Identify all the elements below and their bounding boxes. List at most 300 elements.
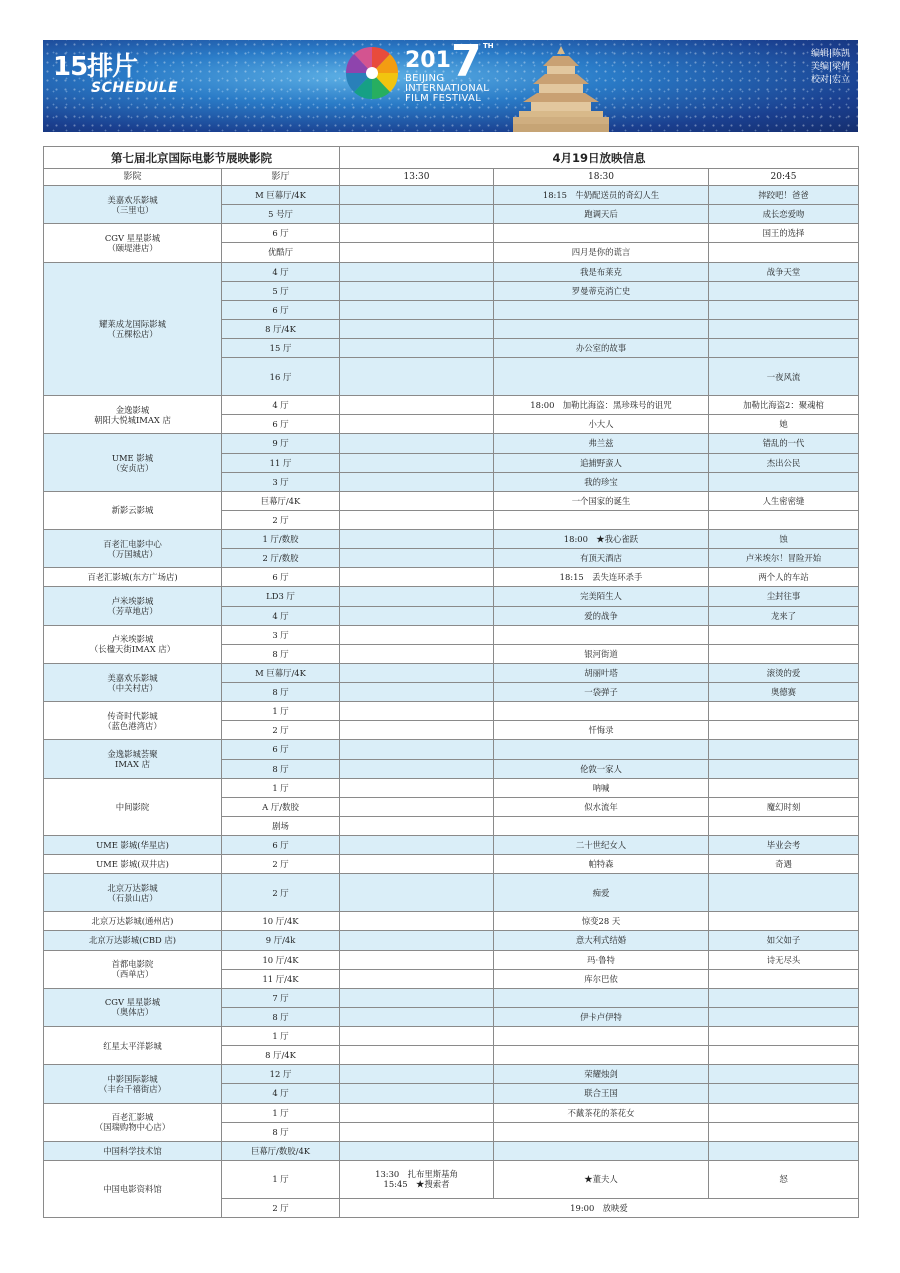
screening-cell-1830: ★董夫人 — [494, 1160, 709, 1198]
screening-cell-1330 — [340, 816, 494, 835]
hall-cell: 3 厅 — [222, 625, 340, 644]
screening-cell-2045 — [709, 912, 859, 931]
screening-cell-2045 — [709, 969, 859, 988]
screening-cell-1830: 18:15 丢失连环杀手 — [494, 568, 709, 587]
screening-cell-1330 — [340, 1046, 494, 1065]
screening-cell-2045 — [709, 300, 859, 319]
hall-cell: 6 厅 — [222, 740, 340, 759]
screening-cell-1830: 伦敦一家人 — [494, 759, 709, 778]
hall-cell: 8 厅 — [222, 644, 340, 663]
cinema-name-line: 新影云影城 — [111, 505, 154, 516]
cinema-name-line: （安贞店） — [111, 462, 154, 473]
cinema-name-line: 中国电影资料馆 — [103, 1183, 162, 1194]
table-row — [44, 568, 859, 587]
credit-editor: 编辑|陈凯 — [810, 49, 850, 59]
screening-cell-2045: 一夜风流 — [709, 358, 859, 396]
screening-cell-1830 — [494, 300, 709, 319]
hall-cell: 8 厅/4K — [222, 1046, 340, 1065]
screening-cell-1330 — [340, 1103, 494, 1122]
screening-cell-1830 — [494, 625, 709, 644]
screening-cell-1830: 联合王国 — [494, 1084, 709, 1103]
credit-proofreader: 校对|宏立 — [810, 75, 850, 85]
table-row — [44, 836, 859, 855]
screening-cell-2045 — [709, 510, 859, 529]
hall-cell: 1 厅 — [222, 778, 340, 797]
section-number: 15排片 — [53, 52, 138, 82]
cinema-name-cell — [44, 1160, 222, 1217]
cinema-name-line: 中国科学技术馆 — [103, 1145, 162, 1156]
hall-cell: 1 厅 — [222, 1027, 340, 1046]
hall-cell: 5 厅 — [222, 281, 340, 300]
cinema-name-line: 卢米埃影城 — [111, 634, 154, 645]
screening-cell-1830: 一袋弹子 — [494, 683, 709, 702]
screening-cell-1330 — [340, 644, 494, 663]
screening-cell-2045: 龙来了 — [709, 606, 859, 625]
cinema-name-cell — [44, 740, 222, 778]
cinema-name-line: 北京万达影城(CBD 店) — [88, 935, 177, 946]
table-row — [44, 434, 859, 453]
cinema-name-cell — [44, 855, 222, 874]
cinema-name-line: 百老汇影城(东方广场店) — [87, 572, 178, 583]
hall-cell: 优酷厅 — [222, 243, 340, 262]
table-title-left: 第七届北京国际电影节展映影院 — [44, 147, 340, 169]
festival-name-line: FILM FESTIVAL — [405, 93, 482, 104]
screening-cell-1830: 荣耀烛剑 — [494, 1065, 709, 1084]
screening-cell-1330 — [340, 931, 494, 950]
year-suffix: 7 — [451, 40, 482, 87]
schedule-table — [43, 146, 859, 1218]
hall-cell: LD3 厅 — [222, 587, 340, 606]
cinema-name-line: （石景山店） — [107, 892, 158, 903]
screening-cell-1330 — [340, 778, 494, 797]
hall-cell: 9 厅 — [222, 434, 340, 453]
hall-cell: 4 厅 — [222, 396, 340, 415]
table-row — [44, 931, 859, 950]
pinwheel-logo-icon — [343, 44, 401, 102]
hall-cell: 10 厅/4K — [222, 950, 340, 969]
screening-cell-2045 — [709, 988, 859, 1007]
cinema-name-cell — [44, 778, 222, 835]
screening-cell-2045: 杰出公民 — [709, 453, 859, 472]
cinema-name-cell — [44, 874, 222, 912]
hall-cell: 7 厅 — [222, 988, 340, 1007]
screening-cell-1330 — [340, 339, 494, 358]
hall-cell: 4 厅 — [222, 262, 340, 281]
screening-cell-2045: 滚烫的爱 — [709, 663, 859, 682]
screening-cell-spanning: 19:00 放映爱 — [340, 1198, 859, 1217]
festival-name-line: INTERNATIONAL — [405, 83, 490, 94]
hall-cell: 6 厅 — [222, 300, 340, 319]
cinema-name-line: IMAX 店 — [115, 759, 150, 769]
cinema-name-line: （长楹天街IMAX 店） — [89, 644, 176, 655]
hall-cell: 6 厅 — [222, 836, 340, 855]
cinema-name-line: （中关村店） — [107, 682, 158, 693]
screening-cell-2045: 奥德赛 — [709, 683, 859, 702]
cinema-name-cell — [44, 434, 222, 491]
screening-cell-1830: 追捕野蛮人 — [494, 453, 709, 472]
screening-cell-2045 — [709, 1007, 859, 1026]
cinema-name-cell — [44, 262, 222, 396]
table-row — [44, 625, 859, 644]
cinema-name-line: 百老汇影城 — [111, 1112, 154, 1123]
screening-cell-1330 — [340, 358, 494, 396]
screening-cell-2045 — [709, 778, 859, 797]
cinema-name-line: 美嘉欢乐影城 — [107, 672, 158, 683]
cinema-name-cell — [44, 568, 222, 587]
credit-designer: 美编|梁倩 — [810, 62, 850, 72]
cinema-name-cell — [44, 912, 222, 931]
screening-cell-2045: 毕业会考 — [709, 836, 859, 855]
schedule-body — [44, 186, 859, 1218]
screening-cell-1330 — [340, 721, 494, 740]
screening-cell-1330 — [340, 587, 494, 606]
hall-cell: 2 厅/数胶 — [222, 549, 340, 568]
screening-cell-1830: 弗兰兹 — [494, 434, 709, 453]
hall-cell: 12 厅 — [222, 1065, 340, 1084]
cinema-name-line: （万国城店） — [107, 548, 158, 559]
screening-cell-1830: 罗曼蒂克消亡史 — [494, 281, 709, 300]
hall-cell: 8 厅 — [222, 759, 340, 778]
screening-cell-1330 — [340, 683, 494, 702]
screening-cell-2045: 错乱的一代 — [709, 434, 859, 453]
hall-cell: 4 厅 — [222, 606, 340, 625]
screening-cell-1830 — [494, 1141, 709, 1160]
hall-cell: 11 厅 — [222, 453, 340, 472]
cinema-name-line: 中间影院 — [115, 801, 150, 812]
screening-cell-1330 — [340, 1007, 494, 1026]
screening-cell-1830 — [494, 1046, 709, 1065]
screening-cell-1330 — [340, 1122, 494, 1141]
cinema-name-line: 北京万达影城 — [107, 882, 158, 893]
screening-cell-2045 — [709, 243, 859, 262]
screening-cell-1330 — [340, 1141, 494, 1160]
column-header-time-1830: 18:30 — [494, 169, 709, 186]
screening-cell-1830 — [494, 358, 709, 396]
screening-cell-1830: 办公室的故事 — [494, 339, 709, 358]
cinema-name-cell — [44, 1065, 222, 1103]
screening-cell-2045: 怒 — [709, 1160, 859, 1198]
screening-cell-1330 — [340, 186, 494, 205]
screening-cell-1830: 银河街道 — [494, 644, 709, 663]
screening-cell-1330 — [340, 855, 494, 874]
screening-cell-1330 — [340, 797, 494, 816]
cinema-name-line: （芳草地店） — [107, 606, 158, 616]
cinema-name-line: 首都电影院 — [111, 959, 154, 970]
screening-cell-1830: 18:15 牛奶配送员的奇幻人生 — [494, 186, 709, 205]
cinema-name-cell — [44, 1103, 222, 1141]
screening-cell-1830 — [494, 816, 709, 835]
column-header-time-1330: 13:30 — [340, 169, 494, 186]
cinema-name-line: 北京万达影城(通州店) — [91, 916, 174, 927]
screening-line: 15:45 ★搜索者 — [383, 1179, 450, 1190]
screening-cell-2045: 卢米埃尔！冒险开始 — [709, 549, 859, 568]
hall-cell: 6 厅 — [222, 415, 340, 434]
cinema-name-cell — [44, 587, 222, 625]
cinema-name-line: 卢米埃影城 — [111, 596, 154, 606]
table-row — [44, 396, 859, 415]
screening-cell-1830: 伊卡卢伊特 — [494, 1007, 709, 1026]
column-header-time-2045: 20:45 — [709, 169, 859, 186]
screening-cell-1830 — [494, 988, 709, 1007]
cinema-name-line: （三里屯） — [111, 204, 154, 215]
screening-cell-1330 — [340, 912, 494, 931]
column-header-cinema: 影院 — [44, 169, 222, 186]
table-row — [44, 663, 859, 682]
year-prefix: 201 — [405, 48, 451, 73]
screening-cell-2045: 尘封往事 — [709, 587, 859, 606]
screening-cell-2045: 奇遇 — [709, 855, 859, 874]
screening-cell-1830: 惊变28 天 — [494, 912, 709, 931]
screening-cell-1330 — [340, 950, 494, 969]
table-row — [44, 1027, 859, 1046]
cinema-name-line: （五棵松店） — [107, 328, 158, 339]
screening-cell-1330 — [340, 415, 494, 434]
table-title-right: 4月19日放映信息 — [340, 147, 859, 169]
screening-cell-1330 — [340, 1084, 494, 1103]
screening-cell-2045 — [709, 1065, 859, 1084]
screening-cell-1830: 一个国家的诞生 — [494, 491, 709, 510]
hall-cell: 巨幕厅/数胶/4K — [222, 1141, 340, 1160]
cinema-name-line: 美嘉欢乐影城 — [107, 194, 158, 205]
hall-cell: 11 厅/4K — [222, 969, 340, 988]
screening-cell-1830: 痴爱 — [494, 874, 709, 912]
screening-cell-1330 — [340, 568, 494, 587]
table-row — [44, 224, 859, 243]
screening-cell-1830 — [494, 702, 709, 721]
cinema-name-line: 金逸影城 — [115, 404, 150, 415]
screening-cell-1330 — [340, 836, 494, 855]
screening-cell-2045 — [709, 1084, 859, 1103]
table-row — [44, 874, 859, 912]
table-row — [44, 530, 859, 549]
screening-cell-1830: 忏悔录 — [494, 721, 709, 740]
cinema-name-line: （蓝色港湾店） — [103, 720, 162, 731]
screening-cell-2045: 两个人的车站 — [709, 568, 859, 587]
cinema-name-cell — [44, 530, 222, 568]
cinema-name-line: 耀莱成龙国际影城 — [99, 318, 166, 329]
temple-of-heaven-icon — [513, 44, 609, 132]
cinema-name-line: 传奇时代影城 — [107, 710, 158, 721]
screening-cell-1830: 呐喊 — [494, 778, 709, 797]
festival-logo — [343, 40, 494, 128]
cinema-name-line: 朝阳大悦城IMAX 店 — [94, 414, 171, 425]
table-row — [44, 950, 859, 969]
cinema-name-cell — [44, 988, 222, 1026]
screening-cell-2045 — [709, 702, 859, 721]
screening-cell-1330 — [340, 491, 494, 510]
screening-cell-1830 — [494, 224, 709, 243]
screening-cell-2045 — [709, 1141, 859, 1160]
screening-cell-2045 — [709, 759, 859, 778]
screening-cell-1830: 似水流年 — [494, 797, 709, 816]
screening-cell-1830 — [494, 319, 709, 338]
screening-cell-1330 — [340, 702, 494, 721]
hall-cell: 9 厅/4k — [222, 931, 340, 950]
screening-cell-2045: 战争天堂 — [709, 262, 859, 281]
screening-cell-1830: 二十世纪女人 — [494, 836, 709, 855]
cinema-name-line: （颐堤港店） — [107, 242, 158, 253]
table-row — [44, 491, 859, 510]
screening-cell-1830: 跑调天后 — [494, 205, 709, 224]
hall-cell: 2 厅 — [222, 1198, 340, 1217]
hall-cell: 15 厅 — [222, 339, 340, 358]
screening-cell-2045 — [709, 319, 859, 338]
hall-cell: 8 厅 — [222, 683, 340, 702]
hall-cell: 10 厅/4K — [222, 912, 340, 931]
cinema-name-cell — [44, 224, 222, 262]
hall-cell: A 厅/数胶 — [222, 797, 340, 816]
screening-cell-2045 — [709, 1046, 859, 1065]
hall-cell: 1 厅 — [222, 1103, 340, 1122]
table-row — [44, 1160, 859, 1198]
screening-cell-1830: 有顶天酒店 — [494, 549, 709, 568]
header-banner — [43, 40, 858, 132]
screening-cell-1330 — [340, 606, 494, 625]
screening-cell-1330 — [340, 396, 494, 415]
cinema-name-line: UME 影城 — [111, 452, 154, 463]
table-row — [44, 855, 859, 874]
hall-cell: 1 厅 — [222, 1160, 340, 1198]
column-header-hall: 影厅 — [222, 169, 340, 186]
screening-cell-2045 — [709, 1122, 859, 1141]
hall-cell: 2 厅 — [222, 510, 340, 529]
table-row — [44, 740, 859, 759]
screening-cell-2045: 成长恋爱吻 — [709, 205, 859, 224]
cinema-name-cell — [44, 1027, 222, 1065]
hall-cell: 6 厅 — [222, 224, 340, 243]
screening-cell-2045 — [709, 816, 859, 835]
hall-cell: 5 号厅 — [222, 205, 340, 224]
cinema-name-line: UME 影城(华星店) — [96, 840, 169, 851]
screening-cell-1830: 我的珍宝 — [494, 472, 709, 491]
cinema-name-line: UME 影城(双井店) — [96, 859, 169, 870]
table-row — [44, 912, 859, 931]
table-row — [44, 988, 859, 1007]
screening-cell-1830: 不戴茶花的茶花女 — [494, 1103, 709, 1122]
cinema-name-line: 红星太平洋影城 — [103, 1040, 162, 1051]
screening-cell-1330 — [340, 1065, 494, 1084]
screening-cell-1830: 库尔巴依 — [494, 969, 709, 988]
cinema-name-line: CGV 星星影城 — [104, 997, 161, 1008]
screening-cell-2045 — [709, 721, 859, 740]
hall-cell: 4 厅 — [222, 1084, 340, 1103]
cinema-name-line: 百老汇电影中心 — [103, 538, 162, 549]
hall-cell: 16 厅 — [222, 358, 340, 396]
screening-cell-1330 — [340, 319, 494, 338]
hall-cell: 2 厅 — [222, 721, 340, 740]
screening-cell-1330 — [340, 740, 494, 759]
screening-cell-1830: 帕特森 — [494, 855, 709, 874]
screening-cell-1330 — [340, 453, 494, 472]
screening-cell-1830 — [494, 1027, 709, 1046]
screening-cell-2045 — [709, 644, 859, 663]
cinema-name-cell — [44, 663, 222, 701]
cinema-name-cell — [44, 186, 222, 224]
screening-cell-2045: 蚀 — [709, 530, 859, 549]
screening-cell-1830: 胡丽叶塔 — [494, 663, 709, 682]
screening-cell-1330 — [340, 434, 494, 453]
screening-cell-1330 — [340, 300, 494, 319]
screening-cell-1330 — [340, 625, 494, 644]
screening-cell-1830: 小大人 — [494, 415, 709, 434]
screening-cell-2045 — [709, 339, 859, 358]
screening-cell-2045 — [709, 1027, 859, 1046]
table-row — [44, 186, 859, 205]
hall-cell: 2 厅 — [222, 874, 340, 912]
screening-cell-1330 — [340, 281, 494, 300]
screening-cell-2045: 摔跤吧！爸爸 — [709, 186, 859, 205]
table-row — [44, 778, 859, 797]
screening-cell-2045: 国王的选择 — [709, 224, 859, 243]
screening-cell-1330 — [340, 472, 494, 491]
festival-name — [405, 74, 489, 104]
cinema-name-line: 中影国际影城 — [107, 1073, 158, 1084]
screening-cell-1830: 爱的战争 — [494, 606, 709, 625]
hall-cell: 1 厅/数胶 — [222, 530, 340, 549]
cinema-name-cell — [44, 1141, 222, 1160]
cinema-name-cell — [44, 396, 222, 434]
screening-cell-1330 — [340, 988, 494, 1007]
screening-cell-1830: 我是布莱克 — [494, 262, 709, 281]
screening-cell-2045 — [709, 281, 859, 300]
screening-cell-2045 — [709, 472, 859, 491]
hall-cell: M 巨幕厅/4K — [222, 186, 340, 205]
cinema-name-line: （西单店） — [111, 969, 154, 980]
section-label: SCHEDULE — [91, 80, 179, 96]
screening-cell-2045: 如父如子 — [709, 931, 859, 950]
screening-cell-1830 — [494, 1122, 709, 1141]
table-row — [44, 587, 859, 606]
cinema-name-line: （奥体店） — [111, 1007, 154, 1018]
screening-cell-1330 — [340, 663, 494, 682]
cinema-name-line: 金逸影城荟聚 — [107, 749, 158, 759]
screening-cell-1830 — [494, 510, 709, 529]
screening-cell-2045: 魔幻时刻 — [709, 797, 859, 816]
screening-cell-2045: 诗无尽头 — [709, 950, 859, 969]
screening-cell-1330 — [340, 874, 494, 912]
screening-cell-1330 — [340, 510, 494, 529]
screening-cell-1830: 意大利式结婚 — [494, 931, 709, 950]
cinema-name-line: CGV 星星影城 — [104, 232, 161, 243]
editor-credits — [811, 48, 850, 87]
hall-cell: 3 厅 — [222, 472, 340, 491]
screening-cell-2045: 加勒比海盗2：聚魂棺 — [709, 396, 859, 415]
screening-cell-2045 — [709, 874, 859, 912]
cinema-name-cell — [44, 836, 222, 855]
hall-cell: 1 厅 — [222, 702, 340, 721]
screening-cell-1830: 完美陌生人 — [494, 587, 709, 606]
screening-cell-2045 — [709, 625, 859, 644]
cinema-name-cell — [44, 702, 222, 740]
table-row — [44, 1141, 859, 1160]
screening-cell-2045 — [709, 1103, 859, 1122]
hall-cell: 8 厅 — [222, 1122, 340, 1141]
screening-cell-1830 — [494, 740, 709, 759]
screening-cell-1330 — [340, 549, 494, 568]
hall-cell: 6 厅 — [222, 568, 340, 587]
screening-cell-1330 — [340, 969, 494, 988]
cinema-name-cell — [44, 950, 222, 988]
screening-cell-1330 — [340, 262, 494, 281]
festival-name-line: BEIJING — [405, 73, 445, 84]
screening-cell-1330 — [340, 205, 494, 224]
screening-cell-1330 — [340, 759, 494, 778]
cinema-name-line: （丰台千禧街店） — [99, 1083, 166, 1094]
hall-cell: 2 厅 — [222, 855, 340, 874]
cinema-name-cell — [44, 625, 222, 663]
hall-cell: 8 厅/4K — [222, 319, 340, 338]
hall-cell: 剧场 — [222, 816, 340, 835]
